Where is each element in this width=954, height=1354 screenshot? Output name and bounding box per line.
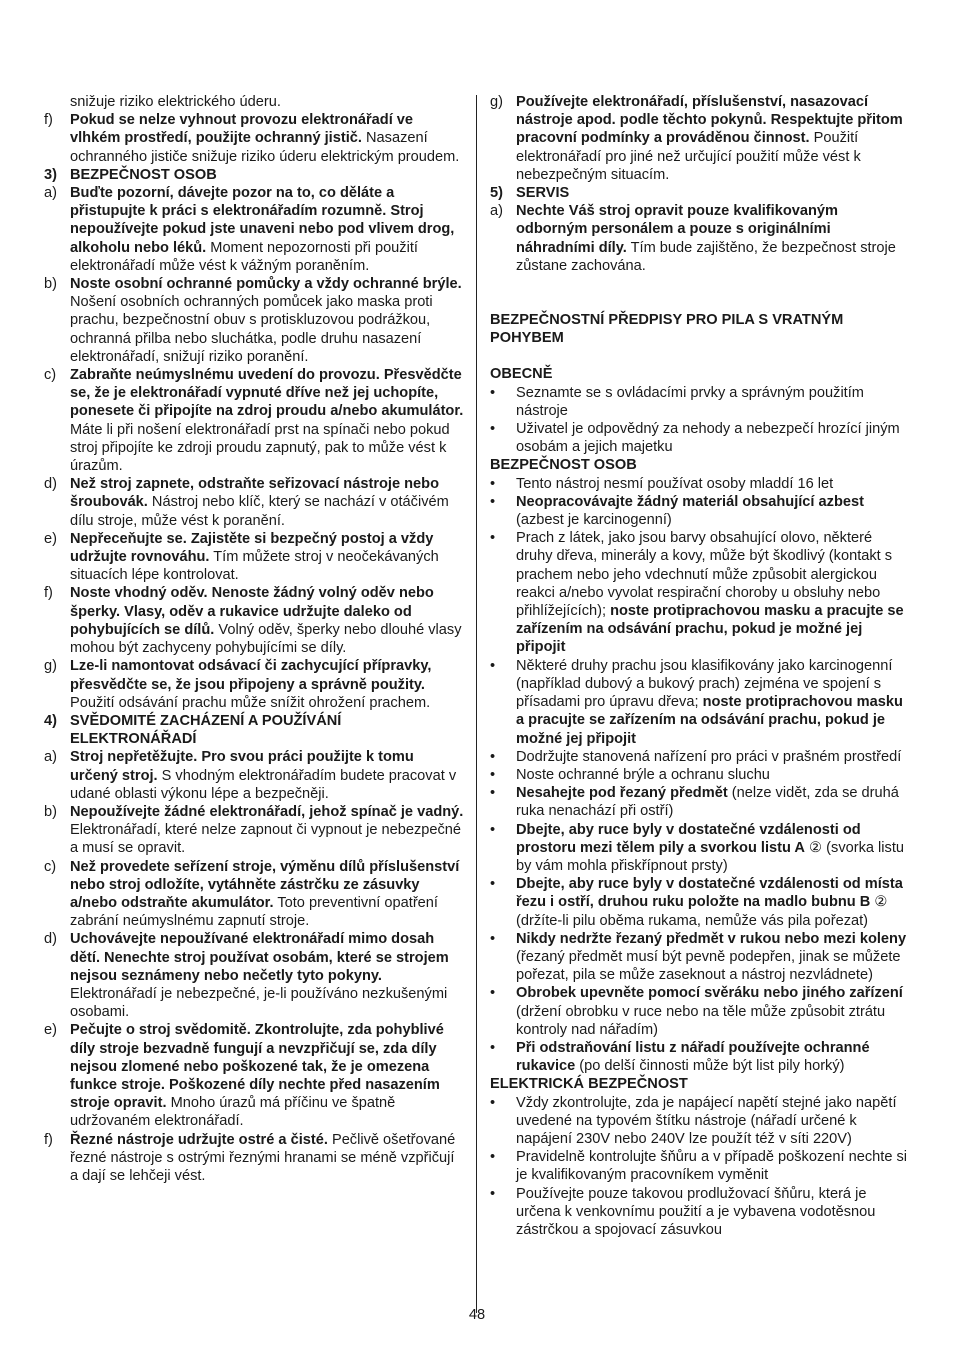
item-text: Nástroj nebo klíč, který se nachází v otáčivém dílu stroje, může vést k poranění. bbox=[70, 494, 449, 529]
section-title: SERVIS bbox=[516, 185, 570, 202]
item-text: Mnoho úrazů má příčinu ve špatně udržovaném elektronářadí. bbox=[70, 1095, 396, 1130]
item-text: (po delší činnosti může být list pily horký) bbox=[575, 1058, 845, 1075]
list-item bbox=[44, 1021, 464, 1130]
item-bold-text: Nepřeceňujte se. Zajistěte si bezpečný postoj a vždy udržujte rovnováhu. bbox=[70, 530, 434, 566]
item-text: Některé druhy prachu jsou klasifikovány jako karcinogenní (například dubový a bukový prach) zejména ve spojení s přísadami pro úpravu dřeva; bbox=[516, 657, 893, 711]
bullet-item bbox=[490, 821, 912, 876]
bullet-marker: • bbox=[490, 384, 496, 401]
item-text: ② (držíte-li pilu oběma rukama, nemůže vás pila pořezat) bbox=[516, 894, 888, 929]
list-item bbox=[44, 275, 464, 366]
item-text: (azbest je karcinogenní) bbox=[516, 512, 672, 529]
section-title: BEZPEČNOST OSOB bbox=[70, 166, 217, 183]
list-item bbox=[44, 930, 464, 1021]
item-bold-text: Obrobek upevněte pomocí svěráku nebo jiného zařízení bbox=[516, 985, 903, 1002]
item-marker: d) bbox=[44, 931, 57, 948]
bullet-item bbox=[490, 748, 912, 766]
bullet-item bbox=[490, 1185, 912, 1240]
item-text: Dodržujte stanovená nařízení pro práci v prašném prostředí bbox=[516, 748, 902, 765]
list-item bbox=[44, 748, 464, 803]
item-text: Elektronářadí, které nelze zapnout či vypnout je nebezpečné a musí se opravit. bbox=[70, 822, 462, 857]
bullet-marker: • bbox=[490, 1185, 496, 1202]
bullet-marker: • bbox=[490, 821, 496, 838]
item-bold-text: Noste vhodný oděv. Nenoste žádný volný oděv nebo šperky. Vlasy, oděv a rukavice udržujte daleko od pohybujících se dílů. bbox=[70, 585, 434, 638]
item-marker: b) bbox=[44, 276, 57, 293]
item-text: Seznamte se s ovládacími prvky a správným použitím nástroje bbox=[516, 384, 864, 419]
paragraph: snižuje riziko elektrického úderu. bbox=[70, 94, 281, 110]
item-marker: f) bbox=[44, 112, 53, 129]
item-text: Používejte pouze takovou prodlužovací šňůru, která je určena k venkovnímu použití a je vybavena vodotěsnou zástrčkou a spojovací zásuvkou bbox=[516, 1185, 876, 1238]
list-item bbox=[44, 530, 464, 585]
section-heading bbox=[44, 166, 464, 184]
bullet-item bbox=[490, 529, 912, 656]
section-heading bbox=[44, 712, 464, 748]
item-bold-text: Lze-li namontovat odsávací či zachycující přípravky, přesvědčte se, že jsou připojeny a správně použity. bbox=[70, 658, 432, 693]
item-text: Moment nepozornosti při použití elektronářadí může vést k vážným poraněním. bbox=[70, 239, 418, 274]
item-text: Uživatel je odpovědný za nehody a nebezpečí hrozící jiným osobám a jejich majetku bbox=[516, 421, 900, 456]
item-text: Vždy zkontrolujte, zda je napájecí napětí stejné jako napětí uvedené na typovém štítku nástroje (nářadí určené k napájení 230V nebo 240V lze použít též v síti 220V) bbox=[516, 1094, 897, 1147]
item-bold-text: Neopracovávajte žádný materiál obsahující azbest bbox=[516, 493, 864, 510]
item-text: (nelze vidět, zda se druhá ruka nenachází při ostří) bbox=[516, 785, 899, 820]
item-text: Použití odsávání prachu může snížit ohrožení prachem. bbox=[70, 694, 431, 711]
item-bold-text: Při odstraňování listu z nářadí používejte ochranné rukavice bbox=[516, 1039, 870, 1075]
bullet-marker: • bbox=[490, 657, 496, 674]
item-marker: a) bbox=[490, 203, 503, 220]
bullet-marker: • bbox=[490, 930, 496, 947]
bullet-item bbox=[490, 475, 912, 493]
section-number: 4) bbox=[44, 712, 57, 729]
item-marker: g) bbox=[44, 658, 57, 675]
item-bold-text: Řezné nástroje udržujte ostré a čisté. bbox=[70, 1131, 328, 1148]
item-text: (držení obrobku v ruce nebo na těle může způsobit ztrátu kontroly nad nářadím) bbox=[516, 1003, 886, 1038]
list-item bbox=[490, 93, 912, 184]
column-divider bbox=[476, 95, 477, 1313]
item-text: Pravidelně kontrolujte šňůru a v případě poškození nechte si je kvalifikovaným pracovníkem vyměnit bbox=[516, 1149, 908, 1184]
bullet-marker: • bbox=[490, 876, 496, 893]
item-bold-text: Stroj nepřetěžujte. Pro svou práci použijte k tomu určený stroj. bbox=[70, 749, 414, 784]
item-marker: f) bbox=[44, 585, 53, 602]
section-title: SVĚDOMITÉ ZACHÁZENÍ A POUŽÍVÁNÍ ELEKTRONÁŘADÍ bbox=[70, 712, 342, 748]
item-text: Máte li při nošení elektronářadí prst na spínači nebo pokud stroj připojíte ke zdroji proudu zapnutý, pak to může vést k úrazům. bbox=[70, 421, 450, 475]
item-bold-text: Nepoužívejte žádné elektronářadí, jehož spínač je vadný. bbox=[70, 803, 464, 820]
list-item bbox=[44, 111, 464, 166]
item-marker: d) bbox=[44, 476, 57, 493]
section-number: 5) bbox=[490, 185, 503, 202]
item-marker: a) bbox=[44, 185, 57, 202]
bullet-item bbox=[490, 984, 912, 1039]
bullet-item bbox=[490, 784, 912, 820]
bullet-item bbox=[490, 384, 912, 420]
list-item bbox=[44, 584, 464, 657]
section-heading bbox=[490, 184, 912, 202]
bullet-item bbox=[490, 766, 912, 784]
left-column bbox=[44, 93, 464, 1185]
page-number: 48 bbox=[468, 1307, 486, 1323]
list-item bbox=[44, 858, 464, 931]
item-bold-text: Nikdy nedržte řezaný předmět v rukou nebo mezi koleny bbox=[516, 930, 907, 947]
item-bold-text: Než provedete seřízení stroje, výměnu dílů příslušenství nebo stroj odložíte, vytáhněte zástrčku ze zásuvky a/nebo odstraňte akumulátor. bbox=[70, 858, 460, 911]
item-bold-text: Používejte elektronářadí, příslušenství, nasazovací nástroje apod. podle těchto pokynů. Respektujte přitom pracovní podmínky a prováděnou činnost. bbox=[516, 94, 903, 147]
bullet-marker: • bbox=[490, 421, 496, 438]
item-text: S vhodným elektronářadím budete pracovat v udané oblasti výkonu lépe a bezpečněji. bbox=[70, 767, 457, 802]
item-bold-text: Než stroj zapnete, odstraňte seřizovací nástroje nebo šroubovák. bbox=[70, 476, 439, 511]
bullet-marker: • bbox=[490, 475, 496, 492]
item-bold-text: Buďte pozorní, dávejte pozor na to, co děláte a přistupujte k práci s elektronářadím rozumně. Stroj nepoužívejte pokud jste unaveni nebo pod vlivem drog, alkoholu nebo léků. bbox=[70, 185, 455, 256]
subheading-electrical-safety: ELEKTRICKÁ BEZPEČNOST bbox=[490, 1076, 688, 1093]
item-marker: f) bbox=[44, 1131, 53, 1148]
bullet-marker: • bbox=[490, 1094, 496, 1111]
item-bold-text: Nesahejte pod řezaný předmět bbox=[516, 785, 728, 802]
item-bold-text: Uchovávejte nepoužívané elektronářadí mimo dosah dětí. Nenechte stroj používat osobám, které se strojem nejsou seznámeny nebo nečetly tyto pokyny. bbox=[70, 931, 449, 984]
item-text: Noste ochranné brýle a ochranu sluchu bbox=[516, 766, 770, 783]
bullet-marker: • bbox=[490, 785, 496, 802]
item-text: Elektronářadí je nebezpečné, je-li používáno nezkušenými osobami. bbox=[70, 985, 448, 1021]
section-number: 3) bbox=[44, 166, 57, 183]
item-bold-text: Noste osobní ochranné pomůcky a vždy ochranné brýle. bbox=[70, 276, 462, 293]
bullet-marker: • bbox=[490, 1149, 496, 1166]
item-bold-text: Dbejte, aby ruce byly v dostatečné vzdálenosti od místa řezu i ostří, druhou ruku položte na madlo bubnu B bbox=[516, 876, 903, 911]
list-item bbox=[44, 803, 464, 858]
list-item bbox=[44, 366, 464, 475]
item-text: Nasazení ochranného jističe snižuje riziko úderu elektrickým proudem. bbox=[70, 130, 460, 165]
right-column bbox=[490, 93, 912, 1239]
bullet-item bbox=[490, 875, 912, 930]
list-item bbox=[490, 202, 912, 275]
item-bold-text: noste protiprachovou masku a pracujte se zařízením na odsávání prachu, pokud je možné jej připojit bbox=[516, 603, 904, 656]
item-text: Nošení osobních ochranných pomůcek jako maska proti prachu, bezpečnostní obuv s protiskluzovou podrážkou, ochranná přilba nebo sluchátka, podle druhu nasazení elektronářadí, snižují riziko poranění. bbox=[70, 294, 433, 365]
item-marker: e) bbox=[44, 530, 57, 547]
item-marker: c) bbox=[44, 367, 57, 384]
bullet-item bbox=[490, 930, 912, 985]
list-item bbox=[44, 1131, 464, 1186]
list-item bbox=[44, 657, 464, 712]
bullet-item bbox=[490, 1039, 912, 1075]
bullet-marker: • bbox=[490, 985, 496, 1002]
item-text: Volný oděv, šperky nebo dlouhé vlasy mohou být zachyceny pohybujícími se díly. bbox=[70, 621, 462, 657]
list-item bbox=[44, 184, 464, 275]
bullet-item bbox=[490, 420, 912, 456]
item-bold-text: Pečujte o stroj svědomitě. Zkontrolujte, zda pohyblivé díly stroje bezvadně fungují a nevzpřičují se, zda díly nejsou zlomené nebo poškozené tak, že je omezena funkce stroje. Poškozené díly nechte před nasazením stroje opravit. bbox=[70, 1022, 444, 1112]
subheading-general: OBECNĚ bbox=[490, 366, 553, 383]
bullet-item bbox=[490, 657, 912, 748]
item-text: Toto preventivní opatření zabrání neúmyslnému zapnutí stroje. bbox=[70, 894, 438, 930]
bullet-item bbox=[490, 493, 912, 529]
item-text: (řezaný předmět musí být pevně podepřen, jinak se můžete pořezat, pila se může zaseknout a nástroj nezvládnete) bbox=[516, 948, 901, 984]
item-bold-text: Zabraňte neúmyslnému uvedení do provozu. Přesvědčte se, že je elektronářadí vypnuté dříve než jej uchopíte, ponesete či připojíte na zdroj proudu a/nebo akumulátor. bbox=[70, 367, 464, 420]
item-marker: c) bbox=[44, 858, 57, 875]
list-item bbox=[44, 475, 464, 530]
item-text: Pečlivě ošetřované řezné nástroje s ostrými řeznými hranami se méně vzpřičují a dají se lehčeji vést. bbox=[70, 1131, 456, 1184]
chapter-title: BEZPEČNOSTNÍ PŘEDPISY PRO PILA S VRATNÝM POHYBEM bbox=[490, 312, 844, 347]
item-bold-text: noste protiprachovou masku a pracujte se zařízením na odsávání prachu, pokud je možné jej připojit bbox=[516, 694, 903, 747]
item-marker: a) bbox=[44, 749, 57, 766]
item-text: Tento nástroj nesmí používat osoby mladdí 16 let bbox=[516, 475, 834, 492]
bullet-item bbox=[490, 1148, 912, 1184]
bullet-marker: • bbox=[490, 748, 496, 765]
item-text: Použití elektronářadí pro jiné než určující použití může vést k nebezpečným situacím. bbox=[516, 130, 861, 183]
bullet-marker: • bbox=[490, 493, 496, 510]
item-text: Prach z látek, jako jsou barvy obsahující olovo, některé druhy dřeva, minerály a kovy, může být škodlivý (kontakt s prachem nebo jeho vdechnutí může způsobit alergickou reakci a/nebo vyvolat respirační choroby u obsluhy nebo přihlížejících); bbox=[516, 530, 893, 620]
bullet-marker: • bbox=[490, 766, 496, 783]
item-marker: e) bbox=[44, 1022, 57, 1039]
item-bold-text: Dbejte, aby ruce byly v dostatečné vzdálenosti od prostoru mezi tělem pily a svorkou listu A bbox=[516, 821, 861, 856]
item-bold-text: Nechte Váš stroj opravit pouze kvalifikovaným odborným personálem a pouze s originálními náhradními díly. bbox=[516, 203, 838, 256]
item-bold-text: Pokud se nelze vyhnout provozu elektronářadí ve vlhkém prostředí, použijte ochranný jistič. bbox=[70, 112, 414, 147]
item-text: Tím bude zajištěno, že bezpečnost stroje zůstane zachována. bbox=[516, 239, 896, 274]
item-marker: b) bbox=[44, 803, 57, 820]
bullet-marker: • bbox=[490, 530, 496, 547]
item-text: ② (svorka listu by vám mohla přiskřípnout prsty) bbox=[516, 839, 905, 874]
item-marker: g) bbox=[490, 94, 503, 110]
bullet-marker: • bbox=[490, 1039, 496, 1056]
subheading-personal-safety: BEZPEČNOST OSOB bbox=[490, 457, 637, 474]
item-text: Tím můžete stroj v neočekávaných situacích lépe kontrolovat. bbox=[70, 549, 439, 584]
bullet-item bbox=[490, 1094, 912, 1149]
